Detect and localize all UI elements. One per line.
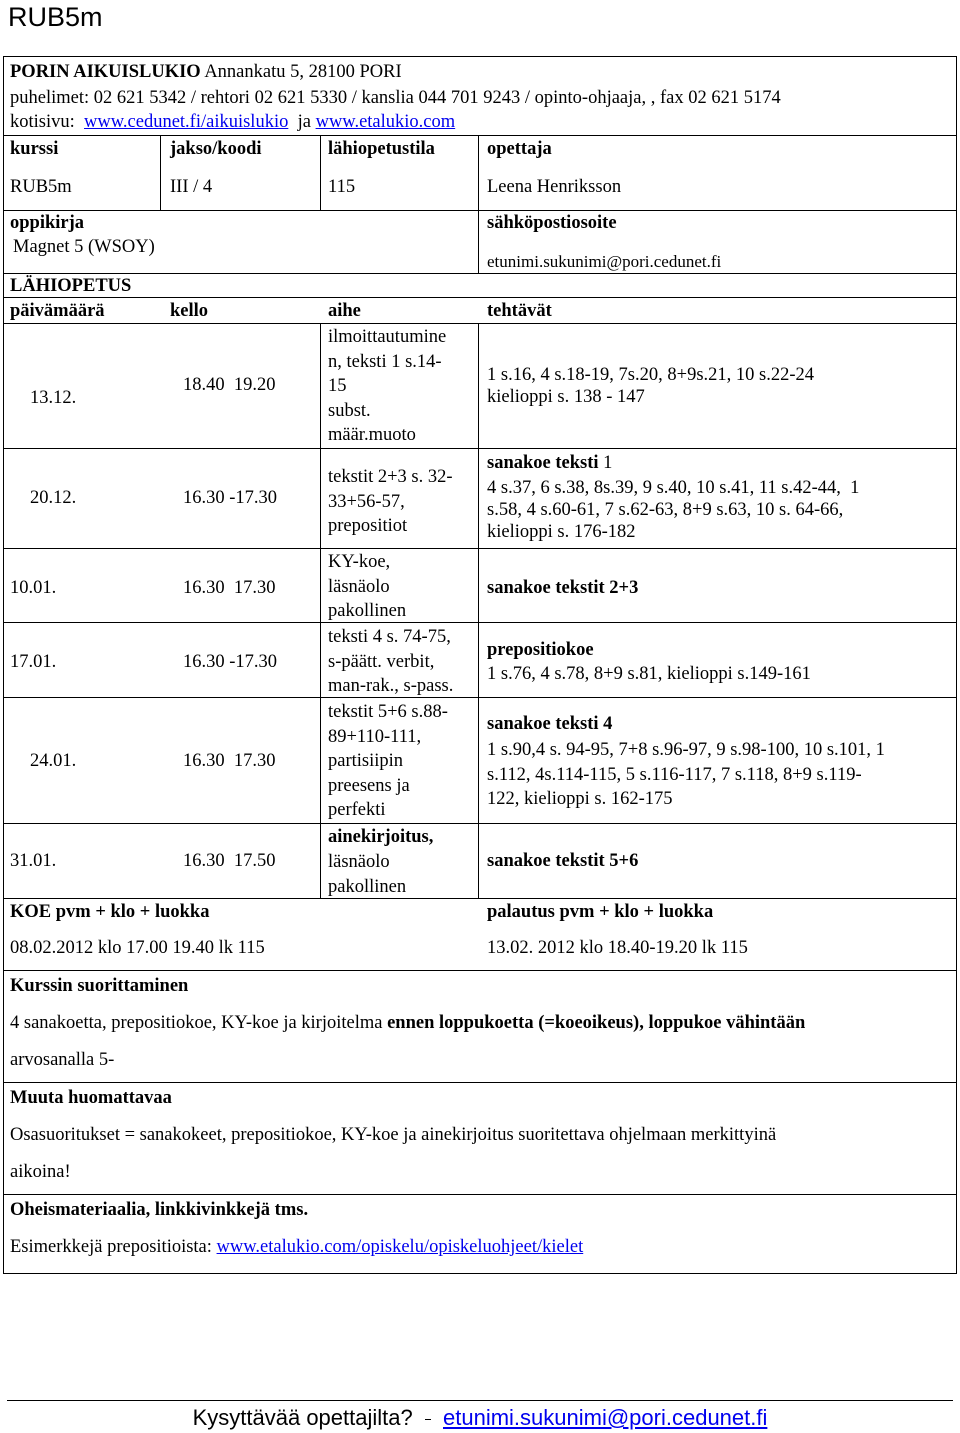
notes-text: Osasuoritukset = sanakokeet, prepositiokoe, KY-koe ja ainekirjoitus suoritettava ohjelmaan merkittyinä: [10, 1125, 777, 1145]
row2-task-heading: [487, 452, 612, 474]
completion-text-line2: arvosanalla 5-: [10, 1050, 115, 1070]
row2-task-bold: sanakoe teksti: [487, 453, 599, 473]
row2-topic: tekstit 2+3 s. 32- 33+56-57, prepositiot: [328, 467, 453, 536]
header-palautus: palautus pvm + klo + luokka: [487, 902, 714, 922]
header-koe: KOE pvm + klo + luokka: [10, 902, 210, 922]
header-aihe: aihe: [328, 301, 361, 321]
header-jakso: jakso/koodi: [170, 139, 262, 159]
row3-date: 10.01.: [10, 578, 57, 598]
divider: [3, 548, 957, 549]
completion-text: [10, 1012, 805, 1034]
notes-text-line2: aikoina!: [10, 1162, 71, 1182]
section-oheismateriaalia: Oheismateriaalia, linkkivinkkejä tms.: [10, 1200, 309, 1220]
course-code: RUB5m: [10, 177, 72, 197]
row5-task-bold: sanakoe teksti 4: [487, 714, 613, 734]
divider: [3, 297, 957, 298]
divider: [3, 273, 957, 274]
header-paivamaara: päivämäärä: [10, 301, 105, 321]
document-title: RUB5m: [8, 2, 103, 32]
row3-task-bold: sanakoe tekstit 2+3: [487, 578, 639, 598]
divider: [3, 1082, 957, 1083]
homepage-ja: ja: [297, 112, 311, 132]
materials-label: Esimerkkejä prepositioista:: [10, 1237, 212, 1257]
column-divider: [478, 323, 479, 898]
section-lahiopetus: LÄHIOPETUS: [10, 276, 132, 296]
header-kurssi: kurssi: [10, 139, 59, 159]
homepage-label: kotisivu:: [10, 112, 75, 132]
row1-time: 18.40 19.20: [183, 375, 276, 395]
header-sahkoposti: sähköpostiosoite: [487, 213, 617, 233]
divider: [3, 970, 957, 971]
course-textbook: Magnet 5 (WSOY): [13, 237, 155, 257]
row5-time: 16.30 17.30: [183, 751, 276, 771]
homepage-link-aikuislukio[interactable]: www.cedunet.fi/aikuislukio: [84, 112, 289, 132]
row4-tasks: 1 s.76, 4 s.78, 8+9 s.81, kielioppi s.149-161: [487, 664, 811, 684]
row2-tasks: 4 s.37, 6 s.38, 8s.39, 9 s.40, 10 s.41, 11 s.42-44, 1 s.58, 4 s.60-61, 7 s.62-63, 8+9 s.63, 10 s. 64-66, kielioppi s. 176-182: [487, 478, 860, 542]
teacher-email: etunimi.sukunimi@pori.cedunet.fi: [487, 252, 722, 271]
materials-line: [10, 1236, 583, 1258]
header-tehtavat: tehtävät: [487, 301, 552, 321]
column-divider: [320, 323, 321, 898]
row6-time: 16.30 17.50: [183, 851, 276, 871]
course-period: III / 4: [170, 177, 213, 197]
column-divider: [160, 135, 161, 210]
row4-time: 16.30 -17.30: [183, 652, 278, 672]
divider: [3, 323, 957, 324]
row6-topic-bold: ainekirjoitus,: [328, 827, 434, 847]
row6-date: 31.01.: [10, 851, 57, 871]
school-phones: puhelimet: 02 621 5342 / rehtori 02 621 5330 / kanslia 044 701 9243 / opinto-ohjaaja, , fax 02 621 5174: [10, 88, 781, 108]
header-lahiopetustila: lähiopetustila: [328, 139, 435, 159]
row6-topic: läsnäolo pakollinen: [328, 852, 407, 897]
divider: [3, 823, 957, 824]
divider: [3, 697, 957, 698]
row1-tasks: 1 s.16, 4 s.18-19, 7s.20, 8+9s.21, 10 s.22-24 kielioppi s. 138 - 147: [487, 365, 815, 407]
divider: [3, 210, 957, 211]
course-room: 115: [328, 177, 356, 197]
course-teacher: Leena Henriksson: [487, 177, 622, 197]
school-header: [10, 61, 402, 83]
section-huomattavaa: Muuta huomattavaa: [10, 1088, 172, 1108]
school-homepage: [10, 111, 455, 133]
row2-time: 16.30 -17.30: [183, 488, 278, 508]
row1-topic: ilmoittautumine n, teksti 1 s.14- 15 subst. määr.muoto: [328, 327, 447, 445]
row4-task-bold: prepositiokoe: [487, 640, 594, 660]
header-kello: kello: [170, 301, 209, 321]
divider: [3, 448, 957, 449]
divider: [3, 622, 957, 623]
completion-text-plain: 4 sanakoetta, prepositiokoe, KY-koe ja kirjoitelma: [10, 1013, 383, 1033]
row3-time: 16.30 17.30: [183, 578, 276, 598]
homepage-link-etalukio[interactable]: www.etalukio.com: [315, 112, 456, 132]
row2-date: 20.12.: [30, 488, 77, 508]
header-oppikirja: oppikirja: [10, 213, 85, 233]
row4-topic: teksti 4 s. 74-75, s-päätt. verbit, man-rak., s-pass.: [328, 627, 454, 696]
footer-dash: [425, 1419, 431, 1420]
school-address: Annankatu 5, 28100 PORI: [204, 62, 402, 82]
row5-date: 24.01.: [30, 751, 77, 771]
row5-topic: tekstit 5+6 s.88- 89+110-111, partisiipin preesens ja perfekti: [328, 702, 448, 820]
row6-task-bold: sanakoe tekstit 5+6: [487, 851, 639, 871]
divider: [3, 1194, 957, 1195]
row3-topic: KY-koe, läsnäolo pakollinen: [328, 552, 407, 621]
completion-text-bold: ennen loppukoetta (=koeoikeus), loppukoe vähintään: [387, 1013, 806, 1033]
row4-date: 17.01.: [10, 652, 57, 672]
header-opettaja: opettaja: [487, 139, 552, 159]
divider: [3, 898, 957, 899]
footer-question: Kysyttävää opettajilta?: [192, 1405, 413, 1430]
row1-date: 13.12.: [30, 388, 77, 408]
school-name: PORIN AIKUISLUKIO: [10, 62, 201, 82]
divider: [3, 135, 957, 136]
exam-datetime: 08.02.2012 klo 17.00 19.40 lk 115: [10, 938, 265, 958]
section-suorittaminen: Kurssin suorittaminen: [10, 976, 189, 996]
return-datetime: 13.02. 2012 klo 18.40-19.20 lk 115: [487, 938, 748, 958]
column-divider: [320, 135, 321, 210]
footer-divider: [7, 1400, 953, 1401]
footer: [0, 1405, 960, 1431]
row5-tasks: 1 s.90,4 s. 94-95, 7+8 s.96-97, 9 s.98-100, 10 s.101, 1 s.112, 4s.114-115, 5 s.116-117, 7 s.118, 8+9 s.119- 122, kielioppi s. 162-175: [487, 740, 885, 809]
row2-task-bold-num: 1: [603, 453, 613, 473]
footer-email-link[interactable]: etunimi.sukunimi@pori.cedunet.fi: [443, 1405, 768, 1430]
materials-link[interactable]: www.etalukio.com/opiskelu/opiskeluohjeet/kielet: [216, 1237, 584, 1257]
column-divider: [478, 135, 479, 273]
